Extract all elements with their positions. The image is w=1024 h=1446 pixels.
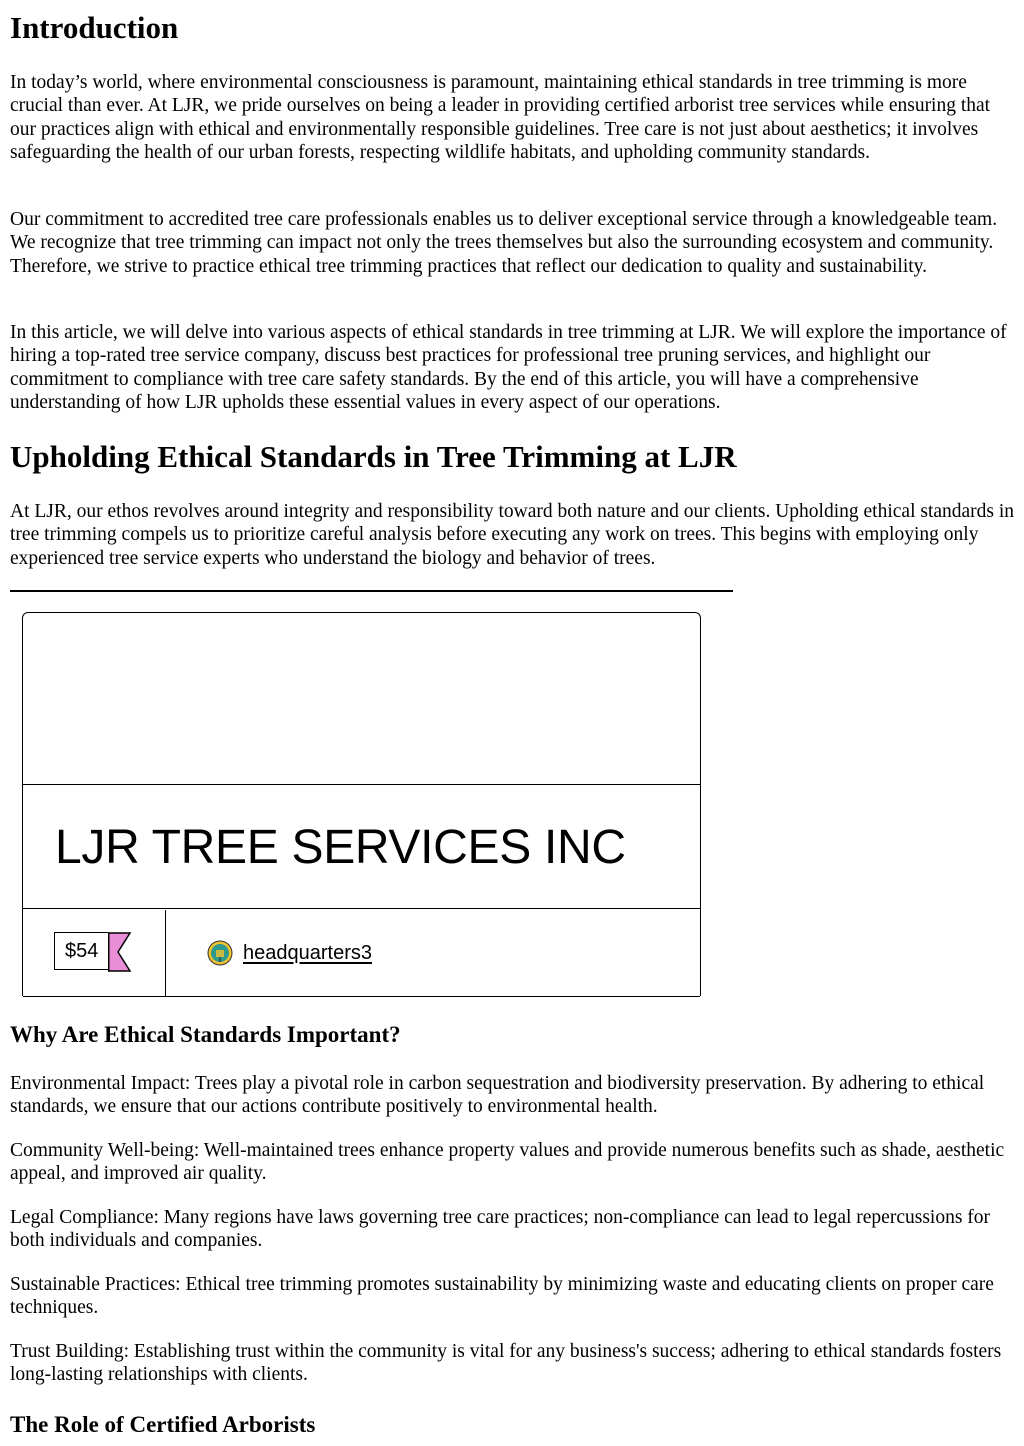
price-label: $54 — [54, 932, 108, 970]
price-tag[interactable] — [54, 932, 134, 970]
intro-heading: Introduction — [10, 10, 179, 45]
arborists-heading: The Role of Certified Arborists — [10, 1412, 316, 1437]
price-cell — [23, 910, 166, 996]
why-heading: Why Are Ethical Standards Important? — [10, 1022, 401, 1047]
card-title[interactable]: LJR TREE SERVICES INC — [55, 821, 626, 874]
card-footer — [23, 910, 700, 997]
horizontal-divider — [10, 590, 733, 592]
card-title-row — [23, 785, 700, 909]
upholding-paragraph: At LJR, our ethos revolves around integrity and responsibility toward both nature and our clients. Upholding ethical standards in tree trimming compels us to prioritize careful analysis before executing any work on trees. This begins with employing only experienced tree service experts who understand the biology and behavior of trees. — [10, 501, 1015, 569]
seller-link[interactable] — [197, 940, 372, 966]
intro-paragraph-1: In today’s world, where environmental consciousness is paramount, maintaining ethical standards in tree trimming is more crucial than ever. At LJR, we pride ourselves on being a leader in providing certified arborist tree services while ensuring that our practices align with ethical and environmentally responsible guidelines. Tree care is not just about aesthetics; it involves safeguarding the health of our urban forests, respecting wildlife habitats, and upholding community standards. — [10, 72, 991, 163]
avatar-icon — [207, 940, 233, 966]
list-item: Environmental Impact: Trees play a pivotal role in carbon sequestration and biodiversity preservation. By adhering to ethical standards, we ensure that our actions contribute positively to environmental health. — [10, 1073, 985, 1118]
list-item: Trust Building: Establishing trust within the community is vital for any business's success; adhering to ethical standards fosters long-lasting relationships with clients. — [10, 1341, 1002, 1386]
list-item: Sustainable Practices: Ethical tree trimming promotes sustainability by minimizing waste and educating clients on proper care techniques. — [10, 1274, 994, 1319]
list-item: Legal Compliance: Many regions have laws governing tree care practices; non-compliance can lead to legal repercussions for both individuals and companies. — [10, 1207, 991, 1252]
upholding-heading: Upholding Ethical Standards in Tree Trimming at LJR — [10, 439, 737, 474]
intro-paragraph-3: In this article, we will delve into various aspects of ethical standards in tree trimming at LJR. We will explore the importance of hiring a top-rated tree service company, discuss best practices for professional tree pruning services, and highlight our commitment to compliance with tree care safety standards. By the end of this article, you will have a comprehensive understanding of how LJR upholds these essential values in every aspect of our operations. — [10, 322, 1007, 413]
price-flag-icon — [108, 932, 132, 970]
product-card[interactable] — [22, 612, 701, 996]
card-image-area — [23, 613, 700, 785]
list-item: Community Well-being: Well-maintained trees enhance property values and provide numerous benefits such as shade, aesthetic appeal, and improved air quality. — [10, 1140, 1005, 1185]
intro-paragraph-2: Our commitment to accredited tree care professionals enables us to deliver exceptional service through a knowledgeable team. We recognize that tree trimming can impact not only the trees themselves but also the surrounding ecosystem and community. Therefore, we strive to practice ethical tree trimming practices that reflect our dedication to quality and sustainability. — [10, 209, 998, 277]
seller-username[interactable]: headquarters3 — [243, 941, 372, 964]
